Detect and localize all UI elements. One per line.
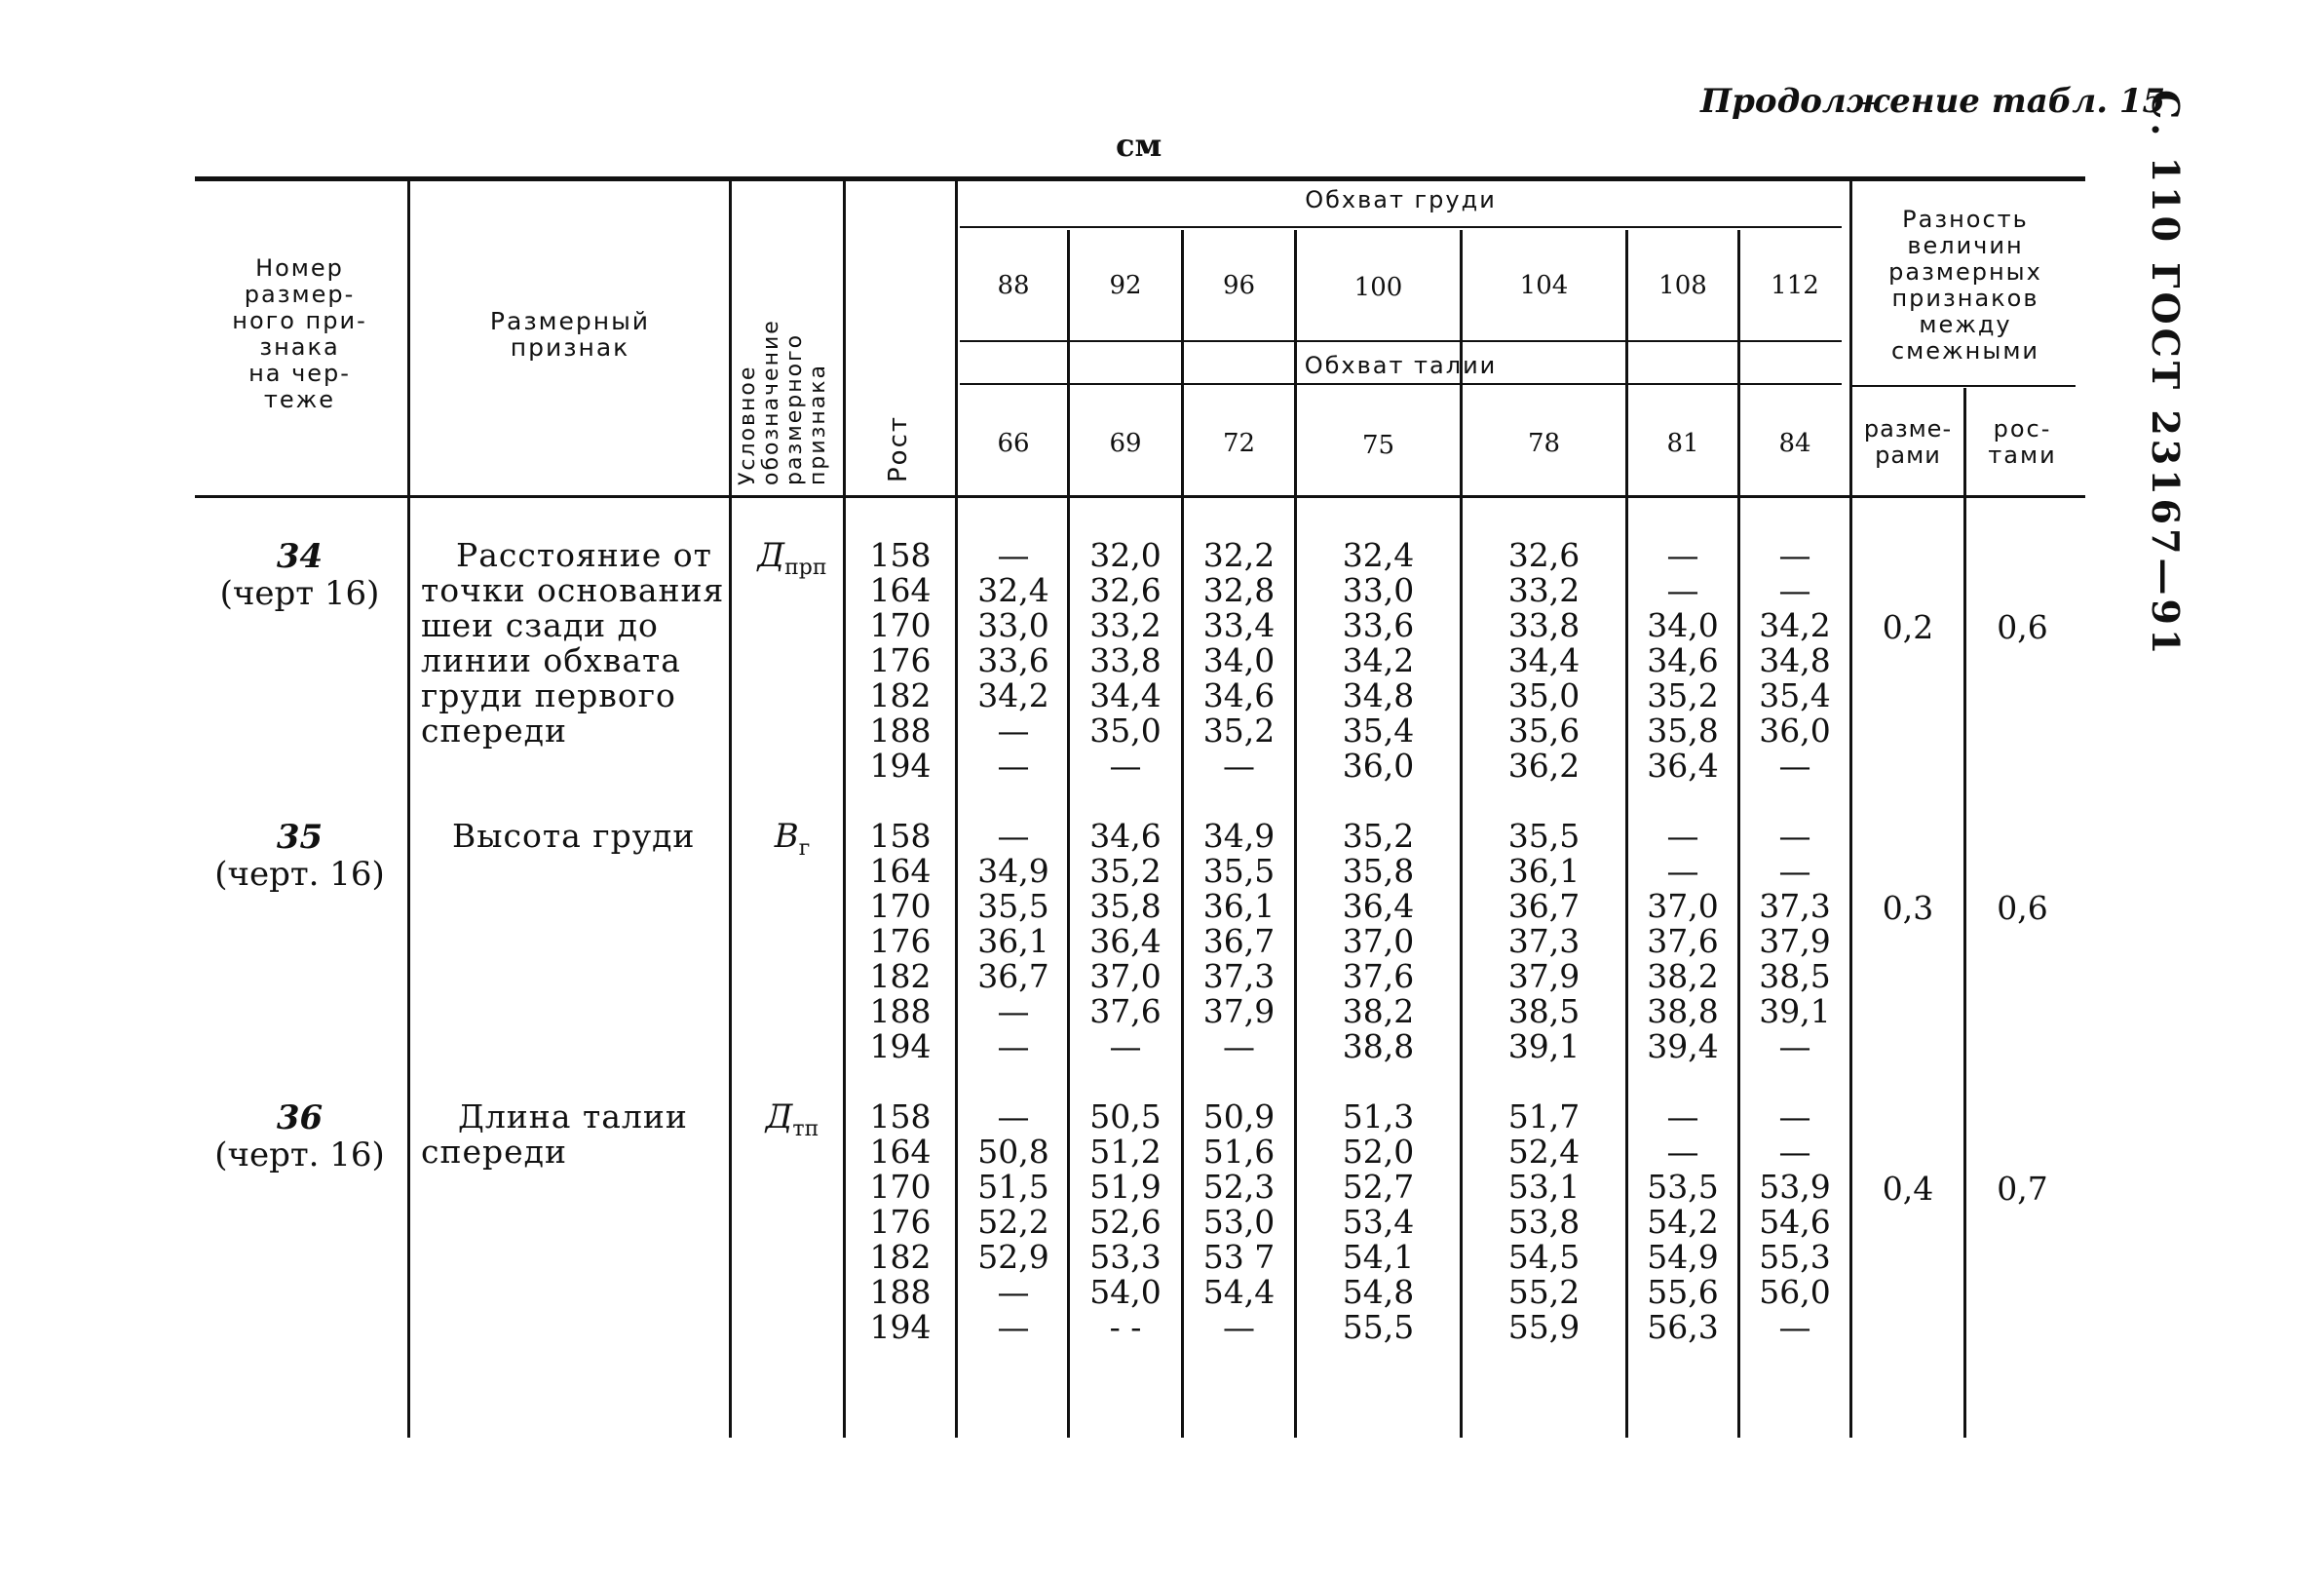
- row-drawing-ref: (черт. 16): [214, 855, 385, 894]
- row-diff-sizes: 0,2: [1882, 608, 1934, 646]
- row-values-col-7: — — 53,9 54,6 55,3 56,0 —: [1759, 1097, 1831, 1346]
- row-symbol: [748, 536, 836, 580]
- chest-112: 112: [1771, 271, 1819, 300]
- row-number-value: 34: [276, 537, 324, 576]
- row-values-col-4: 51,3 52,0 52,7 53,4 54,1 54,8 55,5: [1342, 1097, 1415, 1346]
- row-diff-heights: 0,6: [1997, 889, 2048, 927]
- row-symbol-main: Д: [765, 1097, 793, 1136]
- row-heights: 158 164 170 176 182 188 194: [869, 536, 932, 785]
- header-waist-label: Обхват талии: [1304, 352, 1498, 379]
- header-diff-sizes: разме- рами: [1863, 415, 1953, 469]
- diff-underline: [1851, 385, 2076, 387]
- row-number: [200, 538, 400, 612]
- vline-height: [955, 178, 958, 1438]
- row-feature: Длина талии спереди: [421, 1097, 688, 1171]
- row-heights: 158 164 170 176 182 188 194: [869, 817, 932, 1065]
- row-values-col-1: — 34,9 35,5 36,1 36,7 — —: [977, 817, 1049, 1065]
- unit-label: см: [1116, 127, 1162, 164]
- row-values-col-7: — — 37,3 37,9 38,5 39,1 —: [1759, 817, 1831, 1065]
- row-diff-sizes: 0,3: [1882, 889, 1934, 927]
- row-values-col-6: — — 53,5 54,2 54,9 55,6 56,3: [1647, 1097, 1719, 1346]
- header-height: Рост: [884, 414, 913, 482]
- vline-feature: [729, 178, 732, 1438]
- row-values-col-3: 34,9 35,5 36,1 36,7 37,3 37,9 —: [1202, 817, 1276, 1065]
- row-values-col-4: 32,4 33,0 33,6 34,2 34,8 35,4 36,0: [1342, 536, 1415, 785]
- chest-100: 100: [1353, 273, 1403, 302]
- row-values-col-6: — — 34,0 34,6 35,2 35,8 36,4: [1647, 536, 1719, 785]
- chest-104: 104: [1519, 271, 1569, 300]
- waist-69: 69: [1109, 429, 1142, 458]
- waist-66: 66: [997, 429, 1030, 458]
- row-diff-heights: 0,6: [1997, 608, 2048, 646]
- row-values-col-1: — 50,8 51,5 52,2 52,9 — —: [977, 1097, 1049, 1346]
- row-diff-sizes: 0,4: [1882, 1170, 1934, 1208]
- header-diff-label: Разность величин размерных признаков между смежными: [1888, 206, 2042, 365]
- header-bottom-rule: [195, 495, 2085, 498]
- row-number-value: 36: [276, 1098, 324, 1137]
- top-rule: [195, 176, 2085, 181]
- waist-75: 75: [1361, 431, 1395, 460]
- row-number: [200, 1099, 400, 1174]
- row-values-col-4: 35,2 35,8 36,4 37,0 37,6 38,2 38,8: [1342, 817, 1415, 1065]
- row-heights: 158 164 170 176 182 188 194: [869, 1097, 932, 1346]
- row-symbol: [748, 1097, 836, 1141]
- row-values-col-5: 35,5 36,1 36,7 37,3 37,9 38,5 39,1: [1507, 817, 1581, 1065]
- chest-96: 96: [1222, 271, 1256, 300]
- chest-108: 108: [1658, 271, 1707, 300]
- waist-78: 78: [1527, 429, 1561, 458]
- chest-92: 92: [1109, 271, 1142, 300]
- page-side-label: С. 110 ГОСТ 23167—91: [2144, 90, 2188, 659]
- row-number: [200, 819, 400, 893]
- waist-underline: [960, 383, 1842, 385]
- row-drawing-ref: (черт 16): [219, 574, 380, 613]
- row-diff-heights: 0,7: [1997, 1170, 2048, 1208]
- header-symbol: Условное обозначение размерного признака: [736, 319, 830, 485]
- row-symbol: [748, 817, 836, 861]
- row-symbol-sub: тп: [792, 1116, 819, 1141]
- table-caption: Продолжение табл. 15: [1700, 82, 2166, 121]
- row-feature: Высота груди: [452, 817, 696, 855]
- waist-72: 72: [1222, 429, 1256, 458]
- row-values-col-5: 51,7 52,4 53,1 53,8 54,5 55,2 55,9: [1507, 1097, 1581, 1346]
- row-values-col-6: — — 37,0 37,6 38,2 38,8 39,4: [1647, 817, 1719, 1065]
- row-values-col-3: 32,2 32,8 33,4 34,0 34,6 35,2 —: [1202, 536, 1276, 785]
- row-drawing-ref: (черт. 16): [214, 1135, 385, 1174]
- header-feature: Размерный признак: [489, 307, 651, 362]
- waist-84: 84: [1778, 429, 1811, 458]
- header-chest-label: Обхват груди: [1305, 186, 1497, 213]
- row-values-col-5: 32,6 33,2 33,8 34,4 35,0 35,6 36,2: [1507, 536, 1581, 785]
- header-num: Номер размер- ного при- знака на чер- теже: [232, 254, 367, 413]
- chest-underline: [960, 226, 1842, 228]
- row-symbol-main: В: [774, 817, 799, 856]
- row-symbol-sub: прп: [784, 555, 827, 580]
- row-values-col-2: 32,0 32,6 33,2 33,8 34,4 35,0 —: [1089, 536, 1162, 785]
- row-values-col-1: — 32,4 33,0 33,6 34,2 — —: [977, 536, 1049, 785]
- row-values-col-3: 50,9 51,6 52,3 53,0 53 7 54,4 —: [1202, 1097, 1276, 1346]
- row-symbol-main: Д: [757, 536, 785, 575]
- chest-88: 88: [997, 271, 1030, 300]
- row-values-col-7: — — 34,2 34,8 35,4 36,0 —: [1759, 536, 1831, 785]
- header-diff-heights: рос- тами: [1988, 415, 2057, 469]
- waist-81: 81: [1666, 429, 1699, 458]
- waist-overline: [960, 340, 1842, 342]
- row-number-value: 35: [276, 818, 324, 857]
- row-feature: Расстояние от точки основания шеи сзади до линии обхвата груди первого спереди: [421, 536, 725, 750]
- row-symbol-sub: г: [798, 835, 811, 861]
- vline-num: [407, 178, 410, 1438]
- row-values-col-2: 50,5 51,2 51,9 52,6 53,3 54,0 - -: [1089, 1097, 1162, 1346]
- vline-chest-end: [1849, 178, 1852, 1438]
- row-values-col-2: 34,6 35,2 35,8 36,4 37,0 37,6 —: [1089, 817, 1162, 1065]
